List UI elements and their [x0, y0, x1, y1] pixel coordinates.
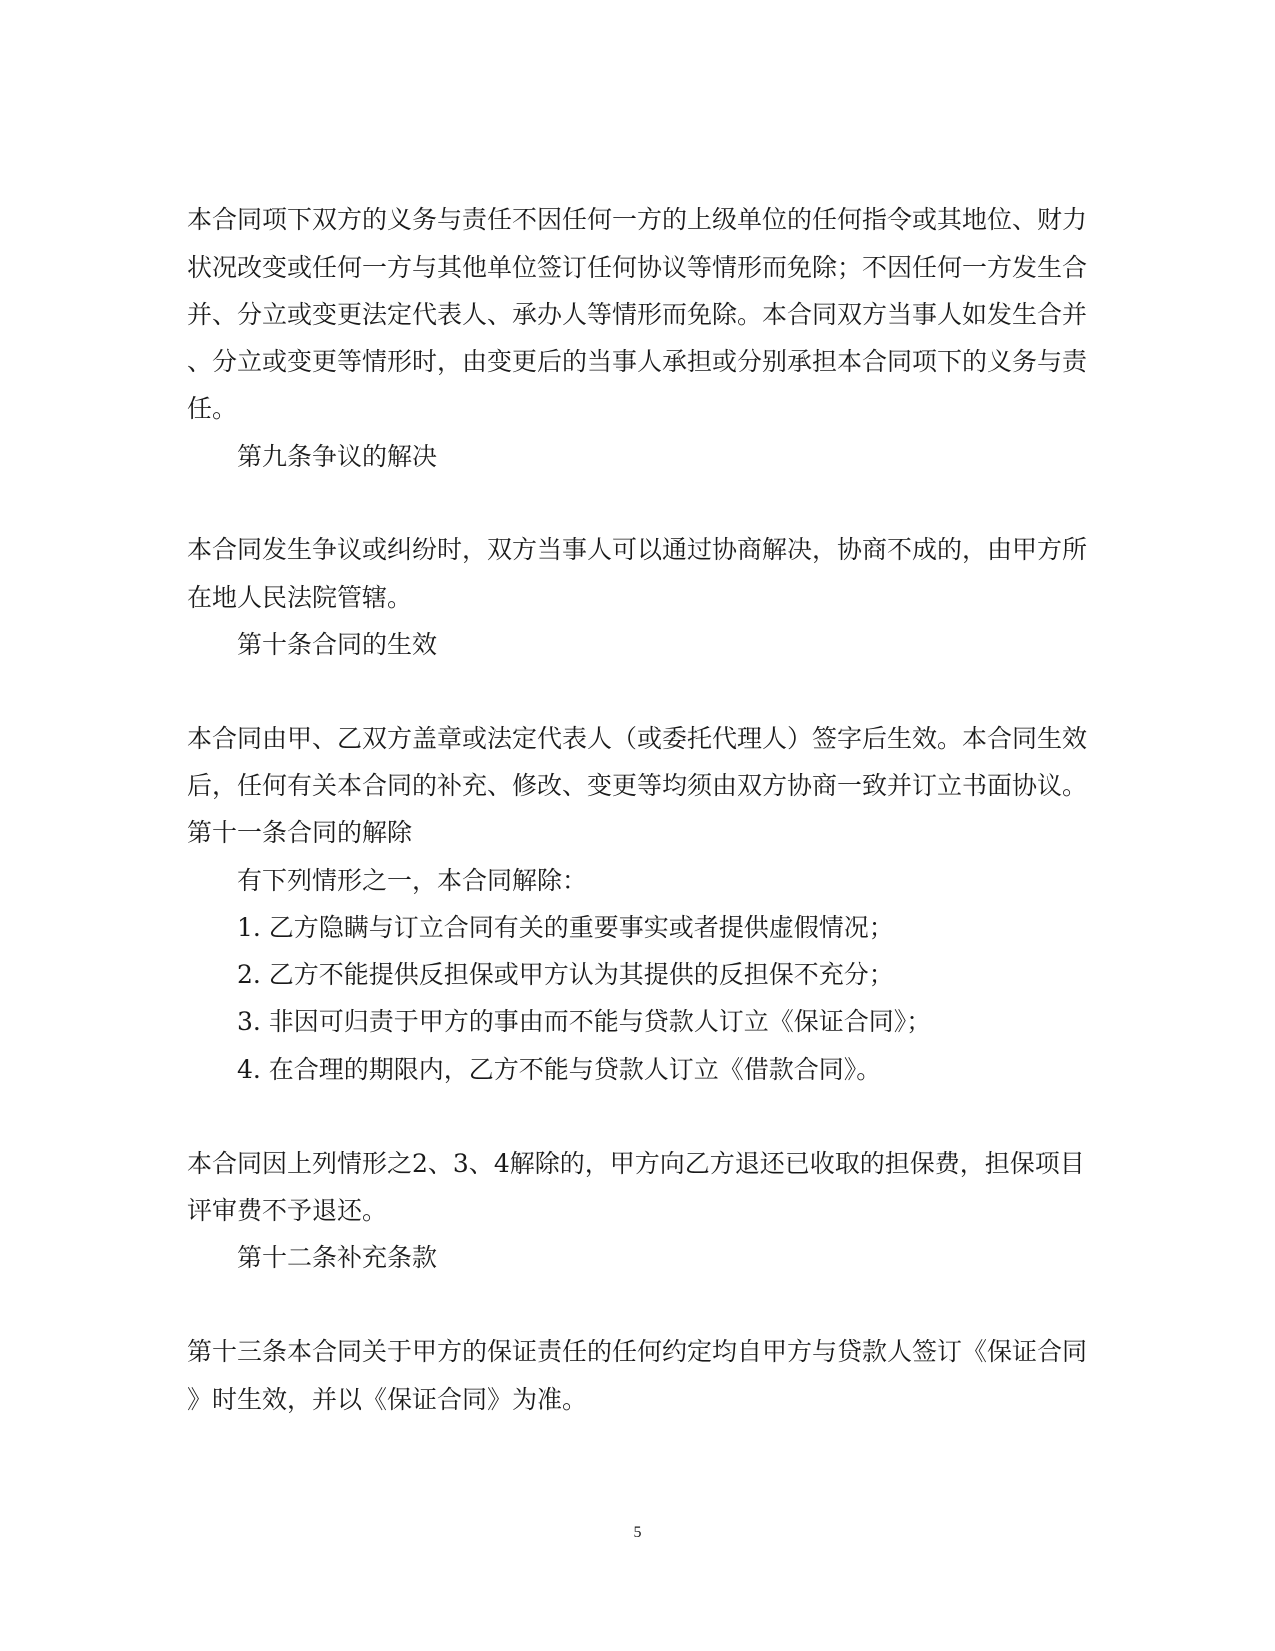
paragraph-line: 本合同发生争议或纠纷时，双方当事人可以通过协商解决，协商不成的，由甲方所 [187, 535, 1088, 564]
paragraph-line: 后，任何有关本合同的补充、修改、变更等均须由双方协商一致并订立书面协议。 [187, 771, 1088, 800]
paragraph-line: 有下列情形之一，本合同解除： [237, 866, 588, 895]
list-item: 4. 在合理的期限内，乙方不能与贷款人订立《借款合同》。 [237, 1055, 882, 1084]
paragraph-line: 并、分立或变更法定代表人、承办人等情形而免除。本合同双方当事人如发生合并 [187, 300, 1088, 329]
paragraph-line: 本合同由甲、乙双方盖章或法定代表人（或委托代理人）签字后生效。本合同生效 [187, 724, 1088, 753]
paragraph-line: 任。 [187, 394, 238, 423]
paragraph-line: 状况改变或任何一方与其他单位签订任何协议等情形而免除；不因任何一方发生合 [187, 253, 1088, 282]
list-item: 3. 非因可归责于甲方的事由而不能与贷款人订立《保证合同》； [237, 1007, 932, 1036]
paragraph-line: 、分立或变更等情形时，由变更后的当事人承担或分别承担本合同项下的义务与责 [187, 347, 1088, 376]
page-number: 5 [633, 1524, 642, 1541]
list-item: 2. 乙方不能提供反担保或甲方认为其提供的反担保不充分； [237, 960, 894, 989]
article-heading: 第九条争议的解决 [237, 442, 438, 471]
article-heading: 第十一条合同的解除 [187, 818, 413, 847]
paragraph-line: 第十三条本合同关于甲方的保证责任的任何约定均自甲方与贷款人签订《保证合同 [187, 1337, 1088, 1366]
article-heading: 第十二条补充条款 [237, 1243, 438, 1272]
list-item: 1. 乙方隐瞒与订立合同有关的重要事实或者提供虚假情况； [237, 913, 894, 942]
paragraph-line: 本合同因上列情形之2、3、4解除的，甲方向乙方退还已收取的担保费，担保项目 [187, 1149, 1085, 1178]
paragraph-line: 评审费不予退还。 [187, 1196, 388, 1225]
paragraph-line: 》时生效，并以《保证合同》为准。 [187, 1385, 588, 1414]
paragraph-line: 本合同项下双方的义务与责任不因任何一方的上级单位的任何指令或其地位、财力 [187, 205, 1088, 234]
article-heading: 第十条合同的生效 [237, 630, 438, 659]
paragraph-line: 在地人民法院管辖。 [187, 583, 413, 612]
